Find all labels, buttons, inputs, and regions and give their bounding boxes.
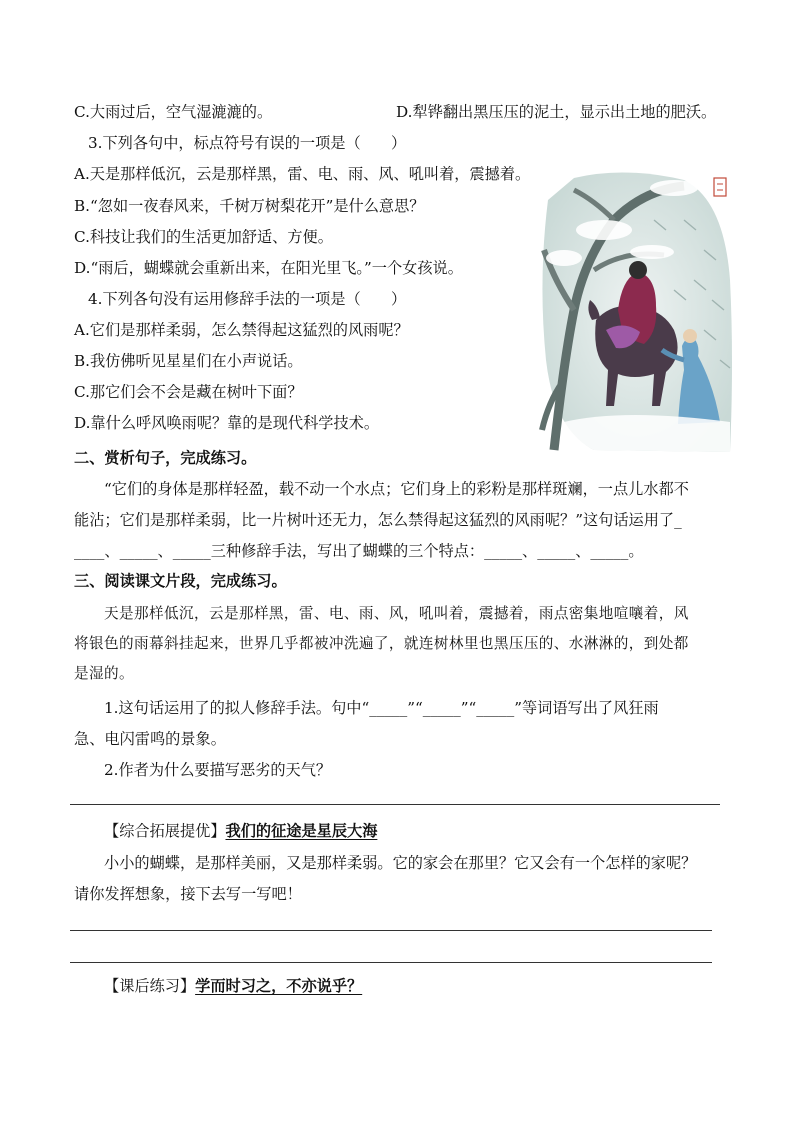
section2-line3: ____、_____、_____三种修辞手法，写出了蝴蝶的三个特点：_____、_____、_____。 [74,542,644,560]
extension-heading [104,820,377,842]
q3-option-b: B.“忽如一夜春风来，千树万树梨花开”是什么意思？ [74,197,425,215]
section3-q1-line1: 1.这句话运用了的拟人修辞手法。句中“_____”“_____”“_____”等词语写出了风狂雨 [104,699,659,717]
q3-option-a: A.天是那样低沉，云是那样黑，雷、电、雨、风、吼叫着，震撼着。 [74,165,531,183]
section3-passage-line1: 天是那样低沉，云是那样黑，雷、电、雨、风，吼叫着，震撼着，雨点密集地喧嚷着，风 [104,605,689,622]
q3-stem: 3.下列各句中，标点符号有误的一项是（ ） [88,134,407,152]
extension-title: 我们的征途是星辰大海 [225,822,378,840]
homework-label: 【课后练习】 [104,977,196,995]
q4-option-a: A.它们是那样柔弱，怎么禁得起这猛烈的风雨呢？ [74,321,409,339]
extension-label: 【综合拓展提优】 [104,822,226,840]
section3-passage-line2: 将银色的雨幕斜挂起来，世界几乎都被冲洗遍了，就连树林里也黑压压的、水淋淋的，到处都 [74,635,689,652]
homework-heading [104,975,362,997]
section2-title: 二、赏析句子，完成练习。 [74,449,257,467]
q2-option-c: C.大雨过后，空气湿漉漉的。 [74,103,273,121]
q4-stem: 4.下列各句没有运用修辞手法的一项是（ ） [88,290,407,308]
section2-line1: “它们的身体是那样轻盈，载不动一个水点；它们身上的彩粉是那样斑斓，一点儿水都不 [104,480,689,498]
answer-line-1[interactable] [70,804,720,805]
section3-q1-line2: 急、电闪雷鸣的景象。 [74,730,226,748]
answer-line-3[interactable] [70,962,712,963]
section3-passage-line3: 是湿的。 [74,665,134,682]
q3-option-c: C.科技让我们的生活更加舒适、方便。 [74,228,333,246]
homework-title: 学而时习之，不亦说乎？ [195,977,363,995]
q3-option-d: D.“雨后，蝴蝶就会重新出来，在阳光里飞。”一个女孩说。 [74,259,463,277]
section3-title: 三、阅读课文片段，完成练习。 [74,572,287,590]
q2-option-d: D.犁铧翻出黑压压的泥土，显示出土地的肥沃。 [396,103,717,121]
q4-option-b: B.我仿佛听见星星们在小声说话。 [74,352,303,370]
extension-line2: 请你发挥想象，接下去写一写吧！ [74,885,302,903]
extension-line1: 小小的蝴蝶，是那样美丽，又是那样柔弱。它的家会在那里？它又会有一个怎样的家呢？ [104,854,697,872]
section2-line2: 能沾；它们是那样柔弱，比一片树叶还无力，怎么禁得起这猛烈的风雨呢？”这句话运用了_ [74,511,682,529]
q4-option-d: D.靠什么呼风唤雨呢？靠的是现代科学技术。 [74,414,380,432]
q4-option-c: C.那它们会不会是藏在树叶下面？ [74,383,303,401]
snow-scene-illustration [534,160,734,456]
section3-q2: 2.作者为什么要描写恶劣的天气？ [104,761,332,779]
answer-line-2[interactable] [70,930,712,931]
